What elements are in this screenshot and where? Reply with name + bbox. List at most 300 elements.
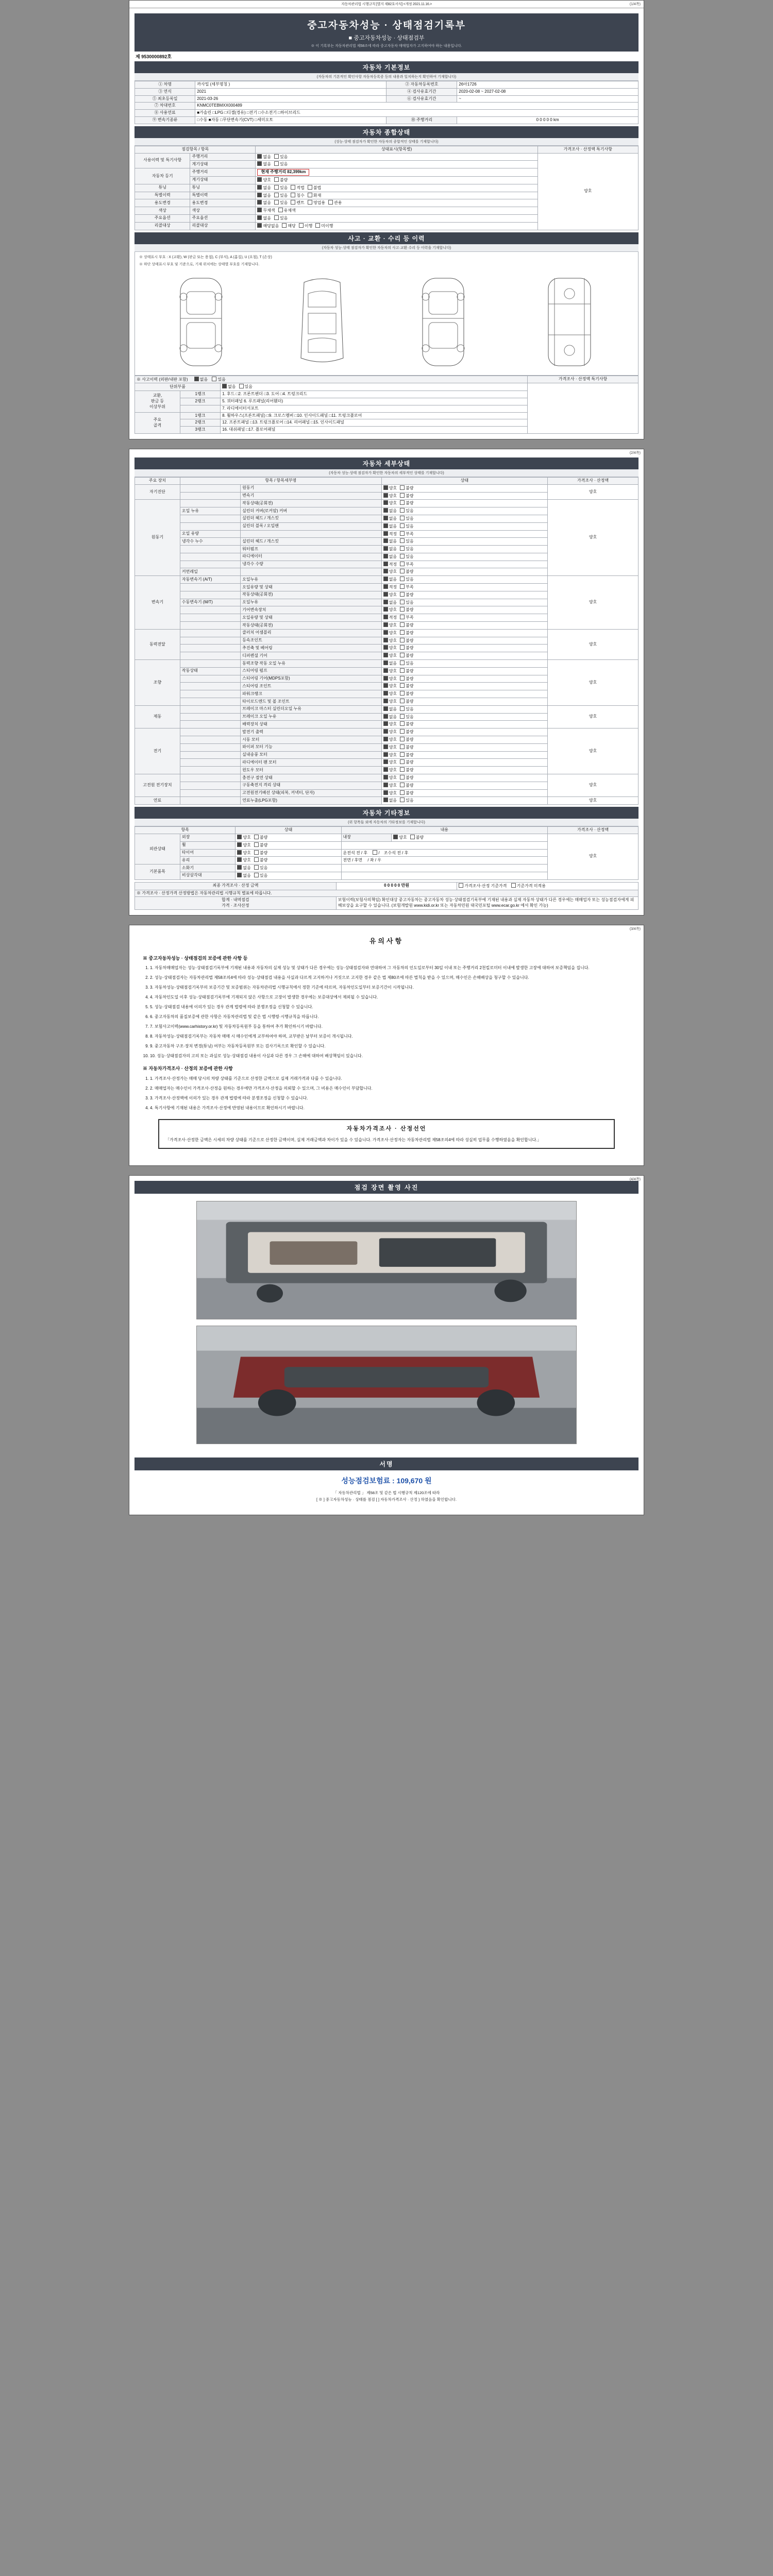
list-item: 3. 3. 가격조사·산정액에 이의가 있는 경우 관계 법령에 따라 분쟁조정을 신청할 수 있습니다. bbox=[150, 1095, 630, 1102]
table-row bbox=[135, 95, 638, 103]
checkbox-불량[interactable]: 불량 bbox=[400, 752, 413, 758]
checkbox-불량[interactable]: 불량 bbox=[400, 569, 413, 575]
table-row bbox=[135, 890, 638, 897]
etc-item-1: 휠 bbox=[180, 841, 235, 849]
basic-label-2b: ⑥ 검사유효기간 bbox=[386, 95, 457, 103]
checkbox-양호[interactable]: 양호 bbox=[383, 683, 397, 689]
document-subtitle: ■ 중고자동차성능 · 상태점검부 bbox=[348, 35, 425, 41]
detail-item-options[interactable] bbox=[381, 538, 547, 546]
detail-item-label: 오일누유 bbox=[241, 599, 382, 606]
table-row bbox=[135, 376, 638, 383]
etc-ritem-0: 내장 bbox=[341, 834, 392, 841]
checkbox-있음[interactable]: 있음 bbox=[400, 798, 413, 804]
detail-item-options[interactable] bbox=[381, 743, 547, 751]
price-fine-print: 보험이력(보험사의책임) 확인대상 중고자동차는 중고자동차 성능·상태점검기록부에 기재된 내용과 실제 자동차 상태가 다른 경우에는 매매업자 또는 성능점검자에게 피해보상을 요구할 수 있습니다. (보험개발원 www.kidi.or.kr 또는 자동차민원 대국민포털 www.ecar.go.kr 에서 확인 가능) bbox=[336, 897, 638, 910]
detail-item-label: 냉각수 수량 bbox=[241, 561, 382, 568]
section-etc-header: 자동차 기타정보 bbox=[135, 807, 638, 819]
checkbox-불량[interactable]: 불량 bbox=[400, 638, 413, 644]
basic-value-3: KNMC0TEBMXX000489 bbox=[195, 103, 638, 110]
table-row bbox=[135, 383, 638, 391]
checkbox-불량[interactable]: 불량 bbox=[400, 729, 413, 735]
accident-diagram-panel bbox=[135, 252, 638, 376]
checkbox-양호[interactable]: 양호 bbox=[383, 493, 397, 499]
detail-item-label bbox=[241, 530, 382, 538]
checkbox-불량[interactable]: 불량 bbox=[400, 691, 413, 697]
price-check-b[interactable]: 기준가격 미적용 bbox=[511, 883, 546, 889]
etc-ropts-0: 양호 불량 bbox=[392, 834, 548, 841]
table-row bbox=[135, 728, 638, 736]
table-row bbox=[135, 484, 638, 492]
checkbox-양호[interactable]: 양호 bbox=[383, 752, 397, 758]
checkbox-있음[interactable]: 있음 bbox=[400, 554, 413, 560]
detail-item-options[interactable] bbox=[381, 698, 547, 706]
detail-item-label: 배력장치 상태 bbox=[241, 721, 382, 728]
detail-subgroup: 자동변속기 (A/T) bbox=[180, 576, 240, 584]
detail-item-options[interactable] bbox=[381, 492, 547, 500]
pledge-box bbox=[158, 1119, 615, 1149]
detail-item-options[interactable] bbox=[381, 797, 547, 805]
table-row bbox=[135, 88, 638, 95]
detail-item-options[interactable] bbox=[381, 576, 547, 584]
checkbox-불량[interactable]: 불량 bbox=[400, 668, 413, 674]
detail-item-label: 충전구 절연 상태 bbox=[241, 774, 382, 782]
checkbox-없음[interactable]: 없음 bbox=[383, 523, 397, 530]
mileage-highlight: 현재 주행거리 82,399km bbox=[257, 169, 309, 176]
table-row bbox=[135, 834, 638, 841]
table-header-row bbox=[135, 146, 638, 153]
basic-value-5b: 0 0 0 0 0 km bbox=[457, 116, 638, 124]
checkbox-적정[interactable]: 적정 bbox=[383, 562, 397, 568]
glass-front-label: 전면 / 후면 bbox=[343, 857, 363, 862]
detail-item-options[interactable] bbox=[381, 530, 547, 538]
detail-item-options[interactable] bbox=[381, 522, 547, 530]
section-etc-subtext: (위 항목들 외에 자동차의 기타정보를 기재합니다) bbox=[135, 819, 638, 826]
etc-opts-5: 없음 있음 bbox=[236, 872, 341, 879]
final-price-value: 0 0 0 0 0 만원 bbox=[336, 882, 457, 890]
detail-item-options[interactable] bbox=[381, 736, 547, 744]
accident-unit-title: 단위부품 bbox=[135, 383, 221, 391]
notice-list-1 bbox=[143, 964, 630, 1060]
checkbox-없음[interactable]: 없음 bbox=[383, 714, 397, 720]
detail-item-label: 타이로드엔드 및 볼 조인트 bbox=[241, 698, 382, 706]
detail-item-options[interactable] bbox=[381, 728, 547, 736]
checkbox-양호[interactable]: 양호 bbox=[383, 729, 397, 735]
checkbox-불량[interactable]: 불량 bbox=[400, 721, 413, 727]
checkbox-있음[interactable]: 있음 bbox=[400, 538, 413, 545]
page-4 bbox=[129, 1175, 644, 1515]
state-item-3: 계기상태 bbox=[190, 176, 256, 184]
detail-item-options[interactable] bbox=[381, 789, 547, 797]
checkbox-부족[interactable]: 부족 bbox=[400, 531, 413, 537]
car-diagrams bbox=[139, 270, 634, 372]
checkbox-불량[interactable]: 불량 bbox=[400, 767, 413, 773]
checkbox-양호[interactable]: 양호 bbox=[383, 569, 397, 575]
etc-col-2: 상태 bbox=[236, 827, 341, 834]
checkbox-없음[interactable]: 없음 bbox=[383, 554, 397, 560]
etc-opts-3: 양호 불량 bbox=[236, 857, 341, 865]
detail-item-options[interactable] bbox=[381, 507, 547, 515]
checkbox-불량[interactable]: 불량 bbox=[400, 630, 413, 636]
checkbox-없음[interactable]: 없음 bbox=[383, 600, 397, 606]
checkbox-불량[interactable]: 불량 bbox=[400, 783, 413, 789]
basic-value-1b: 2020-02-08 ~ 2027-02-08 bbox=[457, 88, 638, 95]
detail-subgroup bbox=[180, 743, 240, 751]
checkbox-양호[interactable]: 양호 bbox=[383, 592, 397, 598]
footer-note bbox=[135, 1488, 638, 1510]
checkbox-양호[interactable]: 양호 bbox=[383, 668, 397, 674]
state-col-0: 점검항목 / 항목 bbox=[135, 146, 256, 153]
state-item-9: 리콜대상 bbox=[190, 222, 256, 230]
accident-none-checkbox[interactable]: 없음 bbox=[194, 377, 208, 383]
checkbox-불량[interactable]: 불량 bbox=[400, 622, 413, 629]
checkbox-양호[interactable]: 양호 bbox=[383, 699, 397, 705]
checkbox-부족[interactable]: 부족 bbox=[400, 584, 413, 590]
detail-subgroup bbox=[180, 622, 240, 630]
accident-price-col: 가격조사 · 산정액 특기사항 bbox=[528, 376, 638, 383]
detail-item-options[interactable] bbox=[381, 553, 547, 561]
detail-item-options[interactable] bbox=[381, 667, 547, 675]
detail-item-options[interactable] bbox=[381, 660, 547, 668]
checkbox-적정[interactable]: 적정 bbox=[383, 531, 397, 537]
detail-price-note: 양호 bbox=[548, 774, 638, 797]
checkbox-양호[interactable]: 양호 bbox=[383, 630, 397, 636]
detail-item-options[interactable] bbox=[381, 690, 547, 698]
detail-item-options[interactable] bbox=[381, 713, 547, 721]
tire-rear-label: 조수석 전 / 후 bbox=[383, 850, 409, 855]
checkbox-양호[interactable]: 양호 bbox=[383, 653, 397, 659]
accident-rank-1: 1랭크 bbox=[180, 391, 220, 398]
etc-opts-2: 양호 불량 bbox=[236, 849, 341, 857]
basic-value-0: 까사밀 (세부명칭 ) bbox=[195, 81, 386, 89]
car-diagram-right-side bbox=[412, 273, 474, 371]
notice-list-2 bbox=[143, 1075, 630, 1112]
state-item-1: 계기상태 bbox=[190, 161, 256, 168]
table-row bbox=[135, 797, 638, 805]
checkbox-있음[interactable]: 있음 bbox=[400, 516, 413, 522]
detail-price-note: 양호 bbox=[548, 576, 638, 630]
basic-label-3: ⑦ 차대번호 bbox=[135, 103, 195, 110]
checkbox-양호[interactable]: 양호 bbox=[383, 500, 397, 506]
checkbox-있음[interactable]: 있음 bbox=[400, 660, 413, 667]
detail-subgroup bbox=[180, 561, 240, 568]
basic-label-1: ③ 연식 bbox=[135, 88, 195, 95]
detail-item-options[interactable] bbox=[381, 568, 547, 576]
detail-item-options[interactable] bbox=[381, 599, 547, 606]
state-item-4: 튜닝 bbox=[190, 184, 256, 192]
checkbox-불량[interactable]: 불량 bbox=[400, 744, 413, 751]
etc-extra-5 bbox=[341, 872, 548, 879]
footer-note-line2: [ ※ ] 중고자동차성능 · 상태를 점검 [ ] 자동차가격조사 · 산정 } 하였음을 확인합니다. bbox=[316, 1497, 457, 1502]
car-diagram-top bbox=[294, 273, 350, 371]
table-header-row bbox=[135, 477, 638, 484]
detail-item-label: 디퍼렌셜 기어 bbox=[241, 652, 382, 660]
basic-value-2: 2021-03-26 bbox=[195, 95, 386, 103]
detail-subgroup bbox=[180, 637, 240, 645]
detail-state-table bbox=[135, 477, 638, 805]
checkbox-없음[interactable]: 없음 bbox=[383, 516, 397, 522]
etc-opts-0: 양호 불량 bbox=[236, 834, 341, 841]
price-check-a[interactable]: 가격조사·산정 기준가격 bbox=[459, 883, 507, 889]
detail-subgroup bbox=[180, 614, 240, 622]
table-row bbox=[135, 153, 638, 161]
checkbox-양호[interactable]: 양호 bbox=[383, 607, 397, 613]
detail-item-label: 스티어링 조인트 bbox=[241, 683, 382, 690]
table-row bbox=[135, 576, 638, 584]
checkbox-양호[interactable]: 양호 bbox=[383, 645, 397, 651]
detail-group-name: 원동기 bbox=[135, 500, 180, 576]
accident-frank-3: 3랭크 bbox=[180, 427, 220, 434]
detail-item-options[interactable] bbox=[381, 484, 547, 492]
state-item-0: 주행거리 bbox=[190, 153, 256, 161]
detail-subgroup: 냉각수 누수 bbox=[180, 538, 240, 546]
detail-price-note: 양호 bbox=[548, 705, 638, 728]
table-row bbox=[135, 500, 638, 507]
photo-gallery bbox=[135, 1194, 638, 1458]
checkbox-양호[interactable]: 양호 bbox=[383, 737, 397, 743]
etc-col-1: 항목 bbox=[135, 827, 236, 834]
diagram-note-1: ※ 상태표시 부호 : X (교환), W (판금 또는 용접), C (부식), A (홈집), U (요철), T (손상) bbox=[139, 255, 272, 259]
list-item: 7. 7. 보험사고이력(www.carhistory.or.kr) 및 자동차등록원부 등을 통하여 추가 확인하시기 바랍니다. bbox=[150, 1023, 630, 1030]
detail-item-options[interactable] bbox=[381, 767, 547, 774]
checkbox-양호[interactable]: 양호 bbox=[383, 783, 397, 789]
checkbox-부족[interactable]: 부족 bbox=[400, 615, 413, 621]
detail-price-note: 양호 bbox=[548, 660, 638, 706]
accident-yes-checkbox[interactable]: 있음 bbox=[212, 377, 225, 383]
detail-item-options[interactable] bbox=[381, 591, 547, 599]
checkbox-불량[interactable]: 불량 bbox=[400, 500, 413, 506]
checkbox-양호[interactable]: 양호 bbox=[383, 676, 397, 682]
detail-item-options[interactable] bbox=[381, 637, 547, 645]
detail-item-options[interactable] bbox=[381, 561, 547, 568]
checkbox-있음[interactable]: 있음 bbox=[400, 523, 413, 530]
checkbox-불량[interactable]: 불량 bbox=[400, 790, 413, 796]
detail-subgroup bbox=[180, 484, 240, 492]
checkbox-적정[interactable]: 적정 bbox=[383, 584, 397, 590]
checkbox-불량[interactable]: 불량 bbox=[400, 485, 413, 492]
detail-item-options[interactable] bbox=[381, 546, 547, 553]
checkbox-양호[interactable]: 양호 bbox=[383, 790, 397, 796]
etc-col-3: 내용 bbox=[341, 827, 548, 834]
detail-item-label: 스티어링 기어(MDPS포함) bbox=[241, 675, 382, 683]
checkbox-없음[interactable]: 없음 bbox=[383, 577, 397, 583]
detail-item-options[interactable] bbox=[381, 751, 547, 759]
basic-value-4: ■가솔린 □LPG □디젤(경유) □전기 □수소전기 □하이브리드 bbox=[195, 110, 638, 117]
detail-item-options[interactable] bbox=[381, 629, 547, 637]
accident-unit-opts: 없음 있음 bbox=[221, 383, 528, 391]
checkbox-있음[interactable]: 있음 bbox=[400, 577, 413, 583]
detail-item-label: 작동상태(공회전) bbox=[241, 591, 382, 599]
basic-value-5: □수동 ■자동 □무단변속기(CVT) □세미오토 bbox=[195, 116, 386, 124]
page-number-2: (2/4쪽) bbox=[629, 451, 641, 455]
etc-group-appearance: 외관상태 bbox=[135, 834, 180, 864]
list-item: 1. 1. 자동차매매업자는 성능·상태점검기록부에 기재된 내용과 자동차의 실제 성능 및 상태가 다른 경우에는 성능·상태점검자와 연대하여 그 자동차의 인도일로부터 30일 이내 또는 주행거리 2천킬로미터 이내에 발생한 고장에 대하여 보증책임을 집니다. bbox=[150, 964, 630, 972]
detail-group-name: 전기 bbox=[135, 728, 180, 774]
checkbox-불량[interactable]: 불량 bbox=[400, 592, 413, 598]
notice-section bbox=[129, 925, 644, 1165]
checkbox-양호[interactable]: 양호 bbox=[383, 691, 397, 697]
checkbox-있음[interactable]: 있음 bbox=[400, 600, 413, 606]
detail-item-options[interactable] bbox=[381, 782, 547, 789]
detail-subgroup bbox=[180, 584, 240, 591]
checkbox-양호[interactable]: 양호 bbox=[383, 767, 397, 773]
etc-col-4: 가격조사 · 산정액 bbox=[548, 827, 638, 834]
state-opts-5: 없음 있음 침수 화재 bbox=[256, 192, 537, 199]
detail-item-label: 스티어링 펌프 bbox=[241, 667, 382, 675]
detail-item-options[interactable] bbox=[381, 645, 547, 652]
detail-col-2: 항목 / 항목세부명 bbox=[180, 477, 381, 484]
accident-history-table bbox=[135, 376, 638, 434]
checkbox-없음[interactable]: 없음 bbox=[383, 538, 397, 545]
checkbox-양호[interactable]: 양호 bbox=[383, 775, 397, 781]
list-item: 2. 2. 성능·상태점검자는 자동차관리법 제58조의4에 따라 성능·상태점검 내용을 사실과 다르게 고지하거나 거짓으로 고지한 경우 같은 법 제80조에 따른 벌칙을 받을 수 있으며, 매수인은 손해배상을 청구할 수 있습니다. bbox=[150, 974, 630, 981]
checkbox-불량[interactable]: 불량 bbox=[400, 759, 413, 766]
detail-item-options[interactable] bbox=[381, 606, 547, 614]
section-detail-header: 자동차 세부상태 bbox=[135, 457, 638, 469]
etc-tire-detail: 운전석 전 / 후 / 조수석 전 / 후 bbox=[341, 849, 548, 857]
photo-engine-bay-image bbox=[197, 1201, 576, 1319]
state-opts-6: 없음 있음 렌트 영업용 관용 bbox=[256, 199, 537, 207]
detail-subgroup bbox=[180, 629, 240, 637]
detail-subgroup: 오일 누유 bbox=[180, 507, 240, 515]
checkbox-불량[interactable]: 불량 bbox=[400, 737, 413, 743]
list-item: 6. 6. 중고자동차의 품질보증에 관한 사항은 자동차관리법 및 같은 법 시행령·시행규칙을 따릅니다. bbox=[150, 1013, 630, 1021]
detail-item-label: 실린더 블록 / 오일팬 bbox=[241, 522, 382, 530]
checkbox-부족[interactable]: 부족 bbox=[400, 562, 413, 568]
checkbox-적정[interactable]: 적정 bbox=[383, 615, 397, 621]
state-group-5: 색상 bbox=[135, 207, 190, 215]
checkbox-있음[interactable]: 있음 bbox=[400, 546, 413, 552]
detail-item-options[interactable] bbox=[381, 622, 547, 630]
table-row bbox=[135, 110, 638, 117]
checkbox-불량[interactable]: 불량 bbox=[400, 683, 413, 689]
notice-title: 유의사항 bbox=[369, 937, 404, 945]
detail-price-note: 양호 bbox=[548, 484, 638, 500]
detail-item-options[interactable] bbox=[381, 500, 547, 507]
detail-price-note: 양호 bbox=[548, 728, 638, 774]
checkbox-양호[interactable]: 양호 bbox=[383, 744, 397, 751]
table-row bbox=[135, 660, 638, 668]
checkbox-불량[interactable]: 불량 bbox=[400, 645, 413, 651]
table-row bbox=[135, 774, 638, 782]
list-item: 1. 1. 가격조사·산정가는 매매 당시의 차량 상태를 기준으로 산정한 금액으로 실제 거래가격과 다를 수 있습니다. bbox=[150, 1075, 630, 1082]
photo-underbody bbox=[196, 1326, 577, 1444]
detail-subgroup bbox=[180, 767, 240, 774]
list-item: 10. 10. 성능·상태점검자의 고의 또는 과실로 성능·상태점검 내용이 사실과 다른 경우 그 손해에 대하여 배상책임이 있습니다. bbox=[150, 1053, 630, 1060]
checkbox-양호[interactable]: 양호 bbox=[383, 759, 397, 766]
section-state-header: 자동차 종합상태 bbox=[135, 126, 638, 138]
detail-item-label: 기어변속장치 bbox=[241, 606, 382, 614]
checkbox-있음[interactable]: 있음 bbox=[400, 508, 413, 514]
checkbox-없음[interactable]: 없음 bbox=[383, 798, 397, 804]
state-opts-3: 양호 불량 bbox=[256, 176, 537, 184]
state-note-col: 양호 bbox=[537, 153, 638, 230]
state-group-1: 자동차 등기 bbox=[135, 168, 190, 184]
detail-subgroup bbox=[180, 553, 240, 561]
etc-item-0: 외장 bbox=[180, 834, 235, 841]
detail-item-label: 실린더 커버(로커암) 커버 bbox=[241, 507, 382, 515]
notice-heading-2: ※ 자동차가격조사 · 산정의 보증에 관한 사항 bbox=[143, 1066, 233, 1072]
detail-item-options[interactable] bbox=[381, 614, 547, 622]
checkbox-불량[interactable]: 불량 bbox=[400, 775, 413, 781]
detail-subgroup bbox=[180, 500, 240, 507]
detail-item-label: 등속조인트 bbox=[241, 637, 382, 645]
checkbox-양호[interactable]: 양호 bbox=[383, 638, 397, 644]
page-number-1: (1/4쪽) bbox=[629, 3, 641, 6]
detail-item-options[interactable] bbox=[381, 584, 547, 591]
detail-subgroup bbox=[180, 492, 240, 500]
detail-item-label: 워터펌프 bbox=[241, 546, 382, 553]
checkbox-양호[interactable]: 양호 bbox=[383, 485, 397, 492]
car-diagram-underbody bbox=[536, 273, 603, 371]
detail-item-options[interactable] bbox=[381, 705, 547, 713]
accident-legend-label: ※ 사고이력 (외판/내판 포함) bbox=[137, 377, 188, 382]
checkbox-있음[interactable]: 있음 bbox=[400, 714, 413, 720]
table-header-row bbox=[135, 827, 638, 834]
detail-group-name: 동력전달 bbox=[135, 629, 180, 659]
checkbox-없음[interactable]: 없음 bbox=[383, 546, 397, 552]
page-1 bbox=[129, 0, 644, 439]
document-title-note: ※ 이 기록부는 자동차관리법 제58조에 따라 중고자동차 매매업자가 고지하여야 하는 내용입니다. bbox=[311, 44, 462, 48]
checkbox-없음[interactable]: 없음 bbox=[383, 660, 397, 667]
detail-item-options[interactable] bbox=[381, 515, 547, 522]
checkbox-양호[interactable]: 양호 bbox=[383, 721, 397, 727]
detail-item-label: 와이퍼 모터 기능 bbox=[241, 743, 382, 751]
detail-item-label: 원동기 bbox=[241, 484, 382, 492]
state-table bbox=[135, 146, 638, 230]
detail-group-name: 조향 bbox=[135, 660, 180, 706]
price-sub-left-2: 가격 · 조사산정 bbox=[222, 903, 249, 908]
detail-item-options[interactable] bbox=[381, 652, 547, 660]
detail-item-options[interactable] bbox=[381, 683, 547, 690]
basic-label-0: ① 차명 bbox=[135, 81, 195, 89]
state-group-7: 리콜대상 bbox=[135, 222, 190, 230]
detail-item-options[interactable] bbox=[381, 774, 547, 782]
detail-item-label: 실내송풍 모터 bbox=[241, 751, 382, 759]
detail-item-options[interactable] bbox=[381, 675, 547, 683]
checkbox-있음[interactable]: 있음 bbox=[400, 706, 413, 713]
accident-frow-1: 8. 휠하우스(프론트패널) □9. 크로스멤버 □10. 인사이드패널 □11. 트렁크플로어 bbox=[221, 412, 528, 419]
checkbox-없음[interactable]: 없음 bbox=[383, 508, 397, 514]
detail-item-label: 작동상태(공회전) bbox=[241, 622, 382, 630]
checkbox-불량[interactable]: 불량 bbox=[400, 607, 413, 613]
checkbox-불량[interactable]: 불량 bbox=[400, 699, 413, 705]
detail-subgroup: 커먼레일 bbox=[180, 568, 240, 576]
etc-table bbox=[135, 826, 638, 880]
etc-opts-1: 양호 불량 bbox=[236, 841, 341, 849]
accident-rank-3 bbox=[180, 405, 220, 412]
basic-label-1b: ④ 검사유효기간 bbox=[386, 88, 457, 95]
checkbox-불량[interactable]: 불량 bbox=[400, 653, 413, 659]
basic-label-0b: ② 자동차등록번호 bbox=[386, 81, 457, 89]
detail-item-options[interactable] bbox=[381, 721, 547, 728]
state-group-3: 특별이력 bbox=[135, 192, 190, 199]
detail-subgroup bbox=[180, 705, 240, 713]
state-opts-7: 무채색 유채색 bbox=[256, 207, 537, 215]
etc-opts-4: 없음 있음 bbox=[236, 865, 341, 872]
checkbox-불량[interactable]: 불량 bbox=[400, 493, 413, 499]
detail-state-body bbox=[135, 484, 638, 804]
detail-subgroup bbox=[180, 782, 240, 789]
document-number: 제 9530000892호 bbox=[136, 54, 172, 59]
detail-group-name: 변속기 bbox=[135, 576, 180, 630]
table-row bbox=[135, 116, 638, 124]
checkbox-없음[interactable]: 없음 bbox=[383, 706, 397, 713]
detail-item-options[interactable] bbox=[381, 759, 547, 767]
checkbox-불량[interactable]: 불량 bbox=[400, 676, 413, 682]
detail-subgroup bbox=[180, 660, 240, 668]
list-item: 2. 2. 매매업자는 매수인이 가격조사·산정을 원하는 경우에만 가격조사·산정을 의뢰할 수 있으며, 그 비용은 매수인이 부담합니다. bbox=[150, 1085, 630, 1092]
checkbox-양호[interactable]: 양호 bbox=[383, 622, 397, 629]
